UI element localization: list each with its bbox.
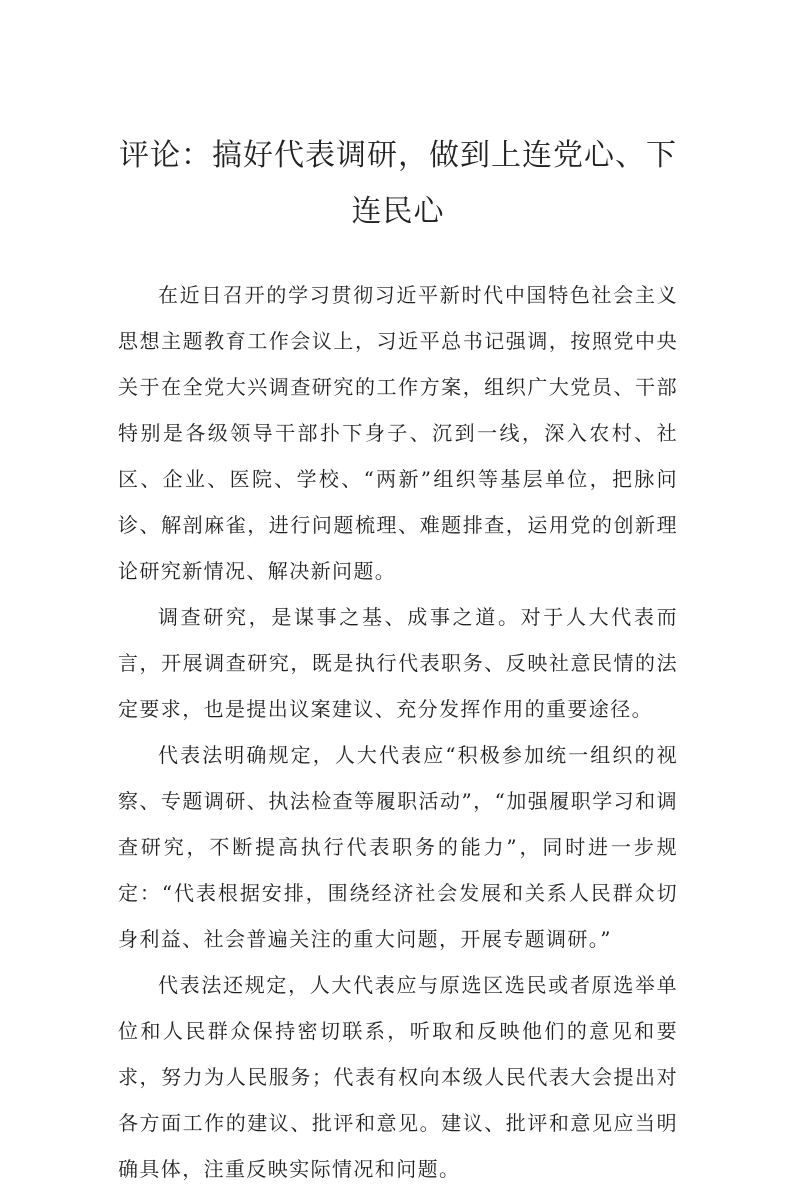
document-body: [118, 272, 678, 1192]
paragraph-1: 在近日召开的学习贯彻习近平新时代中国特色社会主义思想主题教育工作会议上，习近平总书记强调，按照党中央关于在全党大兴调查研究的工作方案，组织广大党员、干部特别是各级领导干部扑下身子、沉到一线，深入农村、社区、企业、医院、学校、“两新”组织等基层单位，把脉问诊、解剖麻雀，进行问题梳理、难题排查，运用党的创新理论研究新情况、解决新问题。: [118, 283, 678, 583]
paragraph-3: 代表法明确规定，人大代表应“积极参加统一组织的视察、专题调研、执法检查等履职活动”，“加强履职学习和调查研究，不断提高执行代表职务的能力”，同时进一步规定：“代表根据安排，围绕经济社会发展和关系人民群众切身利益、社会普遍关注的重大问题，开展专题调研。”: [118, 743, 678, 951]
paragraph-2: 调查研究，是谋事之基、成事之道。对于人大代表而言，开展调查研究，既是执行代表职务、反映社意民情的法定要求，也是提出议案建议、充分发挥作用的重要途径。: [118, 605, 678, 721]
paragraph-4: 代表法还规定，人大代表应与原选区选民或者原选举单位和人民群众保持密切联系，听取和反映他们的意见和要求，努力为人民服务；代表有权向本级人民代表大会提出对各方面工作的建议、批评和意见。建议、批评和意见应当明确具体，注重反映实际情况和问题。: [118, 973, 678, 1181]
document-title: 评论：搞好代表调研，做到上连党心、下连民心: [119, 138, 677, 229]
